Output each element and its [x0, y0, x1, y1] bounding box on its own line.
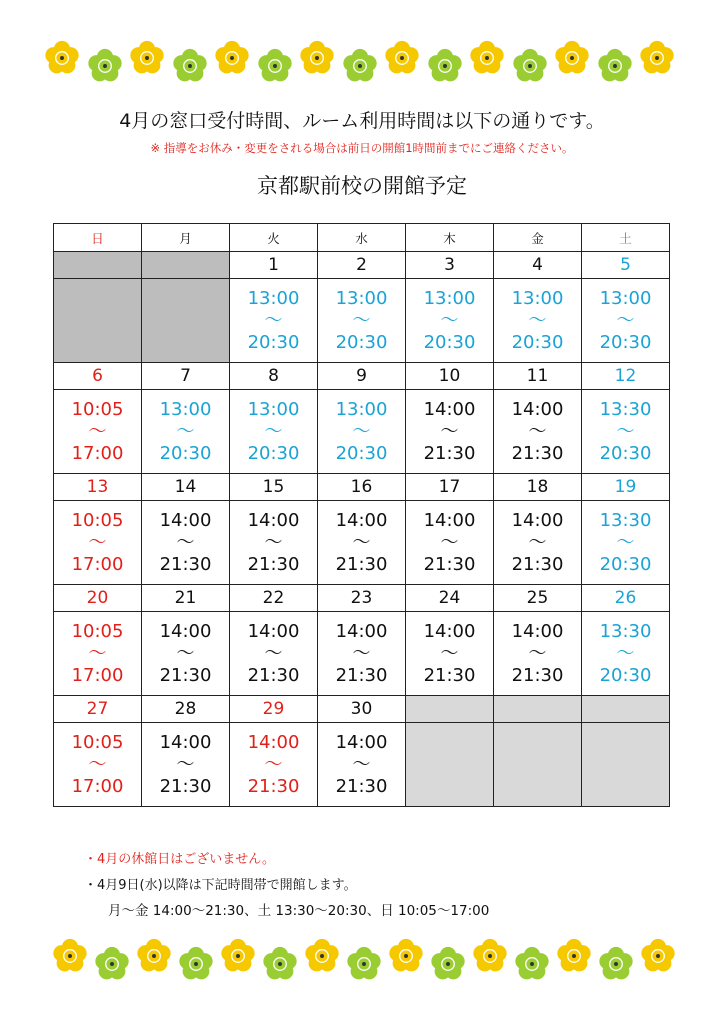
day-hours [494, 279, 582, 363]
hours-sep: ～ [440, 420, 459, 442]
day-number: 26 [582, 585, 670, 612]
hours-end: 17:00 [71, 553, 124, 575]
schedule-title: 京都駅前校の開館予定 [257, 174, 467, 198]
hours-sep: ～ [528, 531, 547, 553]
hours-start: 14:00 [247, 620, 300, 642]
hours-end: 21:30 [511, 553, 564, 575]
footer-no-holiday: ・4月の休館日はございません。 [84, 852, 276, 867]
flower-icon [598, 946, 634, 982]
hours-sep: ～ [528, 420, 547, 442]
hours-start: 14:00 [511, 509, 564, 531]
hours-start: 13:00 [335, 398, 388, 420]
hours-sep: ～ [352, 420, 371, 442]
day-hours [494, 390, 582, 474]
hours-sep: ～ [264, 753, 283, 775]
hours-start: 10:05 [71, 398, 124, 420]
weekday-header: 木 [406, 224, 494, 252]
day-number: 6 [54, 363, 142, 390]
hours-end: 21:30 [247, 553, 300, 575]
hours-start: 13:30 [599, 398, 652, 420]
day-number: 9 [318, 363, 406, 390]
day-hours [582, 501, 670, 585]
empty-cell [582, 723, 670, 807]
flower-icon [512, 48, 548, 84]
hours-start: 14:00 [423, 398, 476, 420]
day-hours [230, 390, 318, 474]
day-number: 28 [142, 696, 230, 723]
hours-end: 20:30 [247, 442, 300, 464]
day-number: 16 [318, 474, 406, 501]
day-hours [582, 612, 670, 696]
flower-icon [44, 40, 80, 76]
empty-cell [54, 252, 142, 279]
flower-icon [514, 946, 550, 982]
day-hours [406, 501, 494, 585]
day-number: 29 [230, 696, 318, 723]
empty-cell [142, 279, 230, 363]
hours-end: 20:30 [599, 553, 652, 575]
hours-start: 13:00 [599, 287, 652, 309]
flower-icon [342, 48, 378, 84]
hours-end: 21:30 [335, 775, 388, 797]
hours-sep: ～ [528, 309, 547, 331]
flower-icon [172, 48, 208, 84]
day-number: 13 [54, 474, 142, 501]
hours-end: 20:30 [599, 664, 652, 686]
hours-start: 13:30 [599, 620, 652, 642]
day-number: 1 [230, 252, 318, 279]
hours-end: 21:30 [159, 775, 212, 797]
day-hours [230, 279, 318, 363]
day-number: 18 [494, 474, 582, 501]
day-hours [54, 723, 142, 807]
flower-icon [136, 938, 172, 974]
flower-icon [220, 938, 256, 974]
empty-cell [494, 696, 582, 723]
footer-hours: 月～金 14:00～21:30、土 13:30～20:30、日 10:05～17:00 [108, 903, 490, 919]
flower-icon [556, 938, 592, 974]
hours-sep: ～ [616, 531, 635, 553]
hours-sep: ～ [352, 309, 371, 331]
page-title: 4月の窓口受付時間、ルーム利用時間は以下の通りです。 [119, 110, 605, 132]
weekday-header: 日 [54, 224, 142, 252]
hours-start: 13:00 [423, 287, 476, 309]
flower-icon [427, 48, 463, 84]
hours-end: 20:30 [247, 331, 300, 353]
day-number: 30 [318, 696, 406, 723]
flower-icon [388, 938, 424, 974]
day-hours [406, 390, 494, 474]
hours-start: 14:00 [159, 731, 212, 753]
flower-icon [178, 946, 214, 982]
hours-end: 17:00 [71, 664, 124, 686]
empty-cell [406, 723, 494, 807]
flower-border-bottom [0, 938, 724, 988]
day-hours [54, 612, 142, 696]
hours-end: 21:30 [159, 553, 212, 575]
hours-start: 14:00 [159, 509, 212, 531]
flower-icon [346, 946, 382, 982]
hours-start: 13:00 [335, 287, 388, 309]
hours-sep: ～ [264, 420, 283, 442]
flower-icon [469, 40, 505, 76]
day-number: 17 [406, 474, 494, 501]
flower-icon [94, 946, 130, 982]
day-number: 21 [142, 585, 230, 612]
flower-icon [640, 938, 676, 974]
day-hours [494, 501, 582, 585]
hours-start: 13:00 [159, 398, 212, 420]
day-hours [318, 723, 406, 807]
hours-sep: ～ [352, 531, 371, 553]
day-hours [318, 501, 406, 585]
hours-start: 14:00 [335, 731, 388, 753]
day-number: 8 [230, 363, 318, 390]
day-hours [230, 723, 318, 807]
flower-icon [554, 40, 590, 76]
day-hours [230, 612, 318, 696]
hours-end: 20:30 [423, 331, 476, 353]
hours-start: 10:05 [71, 620, 124, 642]
day-hours [406, 279, 494, 363]
hours-start: 10:05 [71, 731, 124, 753]
hours-sep: ～ [88, 642, 107, 664]
footer-from-date: ・4月9日(水)以降は下記時間帯で開館します。 [84, 878, 357, 893]
day-hours [142, 612, 230, 696]
hours-end: 17:00 [71, 775, 124, 797]
hours-sep: ～ [616, 642, 635, 664]
flower-icon [214, 40, 250, 76]
hours-start: 13:00 [511, 287, 564, 309]
day-hours [318, 612, 406, 696]
hours-sep: ～ [176, 420, 195, 442]
hours-start: 13:00 [247, 398, 300, 420]
weekday-header: 火 [230, 224, 318, 252]
hours-start: 14:00 [423, 509, 476, 531]
hours-end: 21:30 [511, 442, 564, 464]
day-hours [582, 279, 670, 363]
day-number: 3 [406, 252, 494, 279]
hours-sep: ～ [440, 531, 459, 553]
flower-icon [257, 48, 293, 84]
flower-icon [299, 40, 335, 76]
day-number: 10 [406, 363, 494, 390]
hours-end: 20:30 [159, 442, 212, 464]
day-number: 14 [142, 474, 230, 501]
flower-icon [87, 48, 123, 84]
hours-end: 20:30 [511, 331, 564, 353]
hours-start: 14:00 [247, 731, 300, 753]
hours-end: 21:30 [423, 442, 476, 464]
day-number: 5 [582, 252, 670, 279]
hours-start: 14:00 [335, 620, 388, 642]
hours-end: 21:30 [247, 664, 300, 686]
hours-start: 14:00 [511, 398, 564, 420]
hours-end: 21:30 [159, 664, 212, 686]
hours-end: 20:30 [335, 442, 388, 464]
day-number: 23 [318, 585, 406, 612]
hours-end: 20:30 [599, 331, 652, 353]
flower-icon [262, 946, 298, 982]
hours-sep: ～ [616, 309, 635, 331]
hours-end: 21:30 [423, 664, 476, 686]
hours-sep: ～ [352, 642, 371, 664]
hours-sep: ～ [176, 531, 195, 553]
day-number: 20 [54, 585, 142, 612]
day-hours [318, 390, 406, 474]
hours-sep: ～ [352, 753, 371, 775]
hours-sep: ～ [264, 642, 283, 664]
flower-icon [304, 938, 340, 974]
flower-icon [52, 938, 88, 974]
hours-sep: ～ [440, 309, 459, 331]
hours-sep: ～ [176, 753, 195, 775]
hours-start: 14:00 [335, 509, 388, 531]
hours-end: 21:30 [423, 553, 476, 575]
notice-text: ※ 指導をお休み・変更をされる場合は前日の開館1時間前までにご連絡ください。 [150, 141, 574, 155]
hours-start: 14:00 [423, 620, 476, 642]
flower-icon [430, 946, 466, 982]
day-number: 27 [54, 696, 142, 723]
hours-sep: ～ [528, 642, 547, 664]
day-number: 19 [582, 474, 670, 501]
day-number: 4 [494, 252, 582, 279]
day-hours [54, 501, 142, 585]
day-number: 15 [230, 474, 318, 501]
hours-sep: ～ [440, 642, 459, 664]
empty-cell [494, 723, 582, 807]
hours-end: 21:30 [335, 553, 388, 575]
hours-end: 20:30 [335, 331, 388, 353]
hours-start: 14:00 [247, 509, 300, 531]
flower-icon [472, 938, 508, 974]
weekday-header: 土 [582, 224, 670, 252]
day-hours [142, 390, 230, 474]
empty-cell [54, 279, 142, 363]
hours-sep: ～ [88, 531, 107, 553]
weekday-header: 水 [318, 224, 406, 252]
hours-start: 13:00 [247, 287, 300, 309]
day-hours [318, 279, 406, 363]
weekday-header: 金 [494, 224, 582, 252]
day-number: 12 [582, 363, 670, 390]
flower-icon [129, 40, 165, 76]
hours-sep: ～ [264, 531, 283, 553]
hours-end: 21:30 [511, 664, 564, 686]
hours-start: 14:00 [511, 620, 564, 642]
day-number: 22 [230, 585, 318, 612]
day-number: 24 [406, 585, 494, 612]
flower-icon [384, 40, 420, 76]
day-hours [582, 390, 670, 474]
day-hours [54, 390, 142, 474]
hours-sep: ～ [88, 753, 107, 775]
weekday-header: 月 [142, 224, 230, 252]
day-number: 7 [142, 363, 230, 390]
hours-end: 20:30 [599, 442, 652, 464]
day-number: 2 [318, 252, 406, 279]
day-number: 25 [494, 585, 582, 612]
day-hours [406, 612, 494, 696]
day-hours [494, 612, 582, 696]
hours-start: 10:05 [71, 509, 124, 531]
schedule-calendar [53, 223, 670, 807]
empty-cell [582, 696, 670, 723]
hours-sep: ～ [176, 642, 195, 664]
hours-sep: ～ [616, 420, 635, 442]
flower-icon [597, 48, 633, 84]
empty-cell [142, 252, 230, 279]
day-hours [142, 501, 230, 585]
day-number: 11 [494, 363, 582, 390]
hours-end: 21:30 [335, 664, 388, 686]
day-hours [142, 723, 230, 807]
flower-border-top [0, 40, 724, 90]
hours-end: 21:30 [247, 775, 300, 797]
hours-sep: ～ [264, 309, 283, 331]
hours-start: 14:00 [159, 620, 212, 642]
hours-sep: ～ [88, 420, 107, 442]
hours-end: 17:00 [71, 442, 124, 464]
flower-icon [639, 40, 675, 76]
hours-start: 13:30 [599, 509, 652, 531]
day-hours [230, 501, 318, 585]
empty-cell [406, 696, 494, 723]
